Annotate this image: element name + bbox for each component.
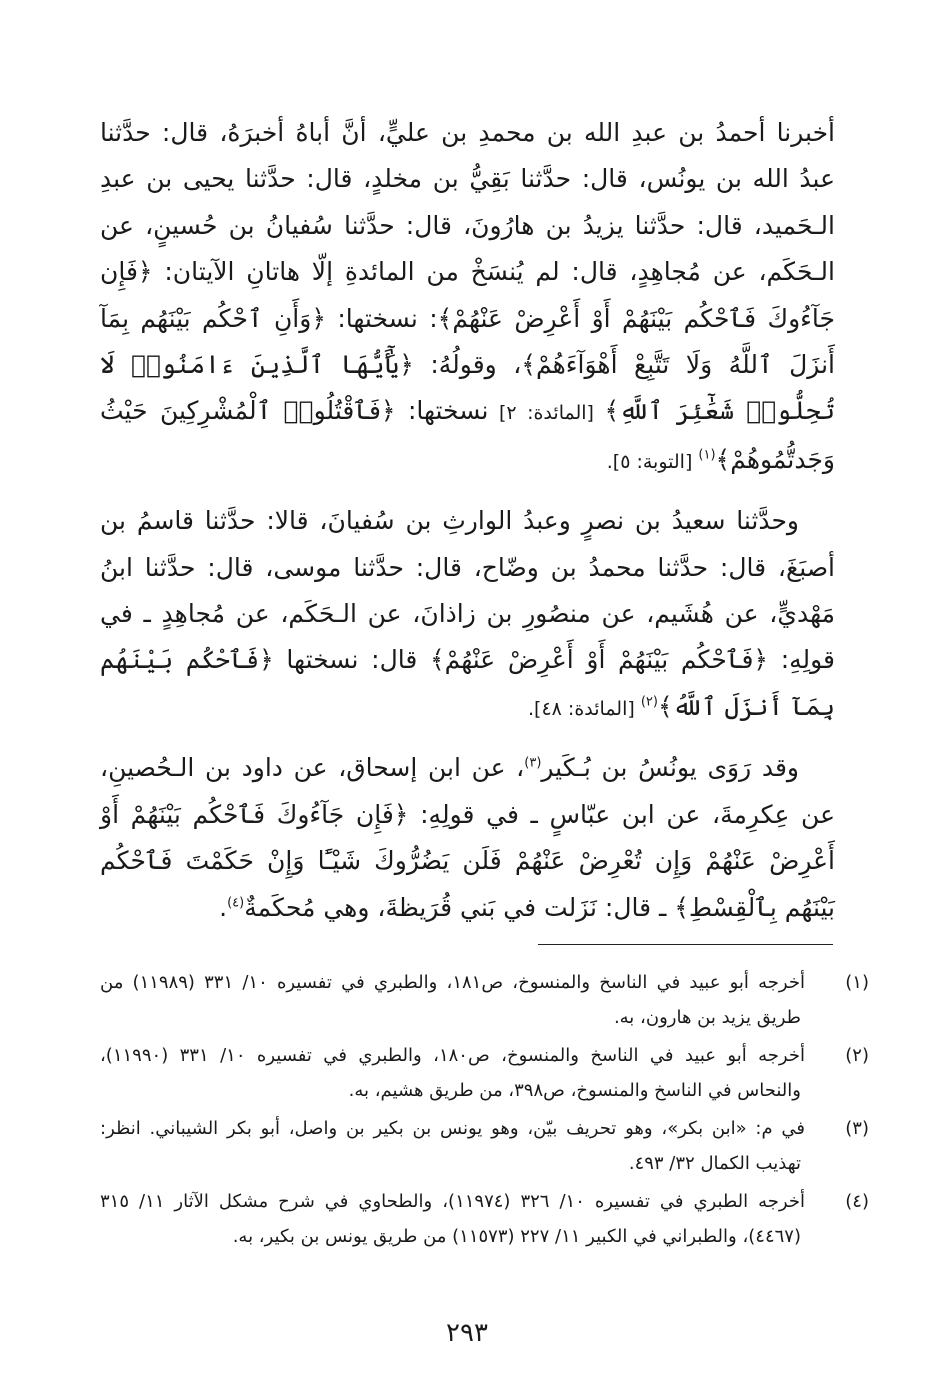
footnote-marker: (١) <box>698 447 716 463</box>
main-text <box>100 110 835 931</box>
paragraph-text: ـ قال: نَزَلت في بَني قُرَيظةَ، وهي مُحكَمةٌ <box>244 892 675 922</box>
paragraph-text: : نسختها: <box>325 303 438 333</box>
footnote-2 <box>100 1039 869 1108</box>
footnote-number: (١) <box>845 972 869 993</box>
paragraph-1 <box>100 110 835 485</box>
quran-verse: ﴿فَٱحْكُم بَيْنَهُم بِمَآ أَنزَلَ ٱللَّهُ﴾ <box>100 645 835 721</box>
quran-verse: ﴿فَٱقْتُلُوا۟ ٱلْمُشْرِكِينَ حَيْثُ وَجَدتُّمُوهُمْ﴾ <box>100 396 835 474</box>
footnotes <box>100 966 869 1258</box>
footnote-3 <box>100 1112 869 1181</box>
verse-reference: [المائدة: ٢] <box>488 402 605 425</box>
paragraph-text: ، عن ابن إسحاق، عن داود بن الـحُصينِ، عن عِكرِمةَ، عن ابن عبّاسٍ ـ في قولِهِ: <box>100 753 835 829</box>
page-number: ٢٩٣ <box>446 1318 488 1348</box>
footnote-number: (٢) <box>845 1045 869 1066</box>
footnote-marker: (٢) <box>640 694 658 710</box>
paragraph-text: أخبرنا أحمدُ بن عبدِ الله بن محمدِ بن عليٍّ، أنَّ أباهُ أخبرَهُ، قال: حدَّثنا عبدُ الله بن يونُس، قال: حدَّثنا بَقِيُّ بن مخلدٍ، قال: حدَّثنا يحيى بن عبدِ الـحَميد، قال: حدَّثنا يزيدُ بن هارُونَ، قال: حدَّثنا سُفيانُ بن حُسينٍ، عن الـحَكَم، عن مُجاهِدٍ، قال: لم يُنسَخْ من المائدةِ إلّا هاتانِ الآيتان: <box>100 118 835 287</box>
footnote-marker: (٤) <box>227 895 245 911</box>
quran-verse: ﴿يَٰٓأَيُّهَا ٱلَّذِينَ ءَامَنُوا۟ لَا تُحِلُّوا۟ شَعَٰٓئِرَ ٱللَّهِ﴾ <box>100 350 836 426</box>
footnote-text: أخرجه أبو عبيد في الناسخ والمنسوخ، ص١٨٠، والطبري في تفسيره ١٠/ ٣٣١ (١١٩٩٠)، والنحاس في الناسخ والمنسوخ، ص٣٩٨، من طريق هشيم، به. <box>100 1045 805 1101</box>
footnote-number: (٤) <box>845 1191 869 1212</box>
paragraph-text: . <box>219 892 228 922</box>
quran-verse: ﴿فَإِن جَآءُوكَ فَٱحْكُم بَيْنَهُمْ أَوْ أَعْرِضْ عَنْهُمْ وَإِن تُعْرِضْ عَنْهُمْ فَلَن يَضُرُّوكَ شَيْـًٔا وَإِنْ حَكَمْتَ فَٱحْكُم بَيْنَهُم بِٱلْقِسْطِ﴾ <box>100 799 835 922</box>
footnote-separator <box>538 944 833 945</box>
footnote-1 <box>100 966 869 1035</box>
verse-reference: [التوبة: ٥]. <box>606 450 699 473</box>
quran-verse: ﴿وَأَنِ ٱحْكُم بَيْنَهُم بِمَآ أَنزَلَ ٱللَّهُ وَلَا تَتَّبِعْ أَهْوَآءَهُمْ﴾ <box>100 303 835 380</box>
quran-verse: ﴿فَٱحْكُم بَيْنَهُمْ أَوْ أَعْرِضْ عَنْهُمْ﴾ <box>429 645 769 675</box>
footnote-text: في م: «ابن بكر»، وهو تحريف بيّن، وهو يونس بن بكير بن واصل، أبو بكر الشيباني. انظر: تهذيب الكمال ٣٢/ ٤٩٣. <box>100 1118 805 1174</box>
paragraph-2 <box>100 498 835 732</box>
footnote-text: أخرجه أبو عبيد في الناسخ والمنسوخ، ص١٨١، والطبري في تفسيره ١٠/ ٣٣١ (١١٩٨٩) من طريق يزيد بن هارون، به. <box>100 972 805 1028</box>
footnote-number: (٣) <box>845 1118 869 1139</box>
verse-reference: [المائدة: ٤٨]. <box>528 697 641 720</box>
quran-verse: ﴿فَإِن جَآءُوكَ فَٱحْكُم بَيْنَهُمْ أَوْ أَعْرِضْ عَنْهُمْ﴾ <box>100 257 835 333</box>
paragraph-text: قال: نسختها <box>273 645 430 675</box>
footnote-marker: (٣) <box>524 755 542 771</box>
paragraph-text: ، وقولُهُ: <box>413 350 522 380</box>
paragraph-text: وحدَّثنا سعيدُ بن نصرٍ وعبدُ الوارثِ بن سُفيانَ، قالا: حدَّثنا قاسمُ بن أصبَغَ، قال: حدَّثنا محمدُ بن وضّاح، قال: حدَّثنا موسى، قال: حدَّثنا ابنُ مَهْديٍّ، عن هُشَيم، عن منصُورِ بن زاذانَ، عن الـحَكَم، عن مُجاهِدٍ ـ في قولِهِ: <box>100 506 835 675</box>
footnote-text: أخرجه الطبري في تفسيره ١٠/ ٣٢٦ (١١٩٧٤)، والطحاوي في شرح مشكل الآثار ١١/ ٣١٥ (٤٤٦٧)، والطبراني في الكبير ١١/ ٢٢٧ (١١٥٧٣) من طريق يونس بن بكير، به. <box>100 1191 805 1247</box>
paragraph-3 <box>100 745 835 931</box>
paragraph-text: نسختها: <box>395 396 489 426</box>
paragraph-text: وقد رَوَى يونُسُ بن بُـكَير <box>541 753 800 783</box>
footnote-4 <box>100 1185 869 1254</box>
